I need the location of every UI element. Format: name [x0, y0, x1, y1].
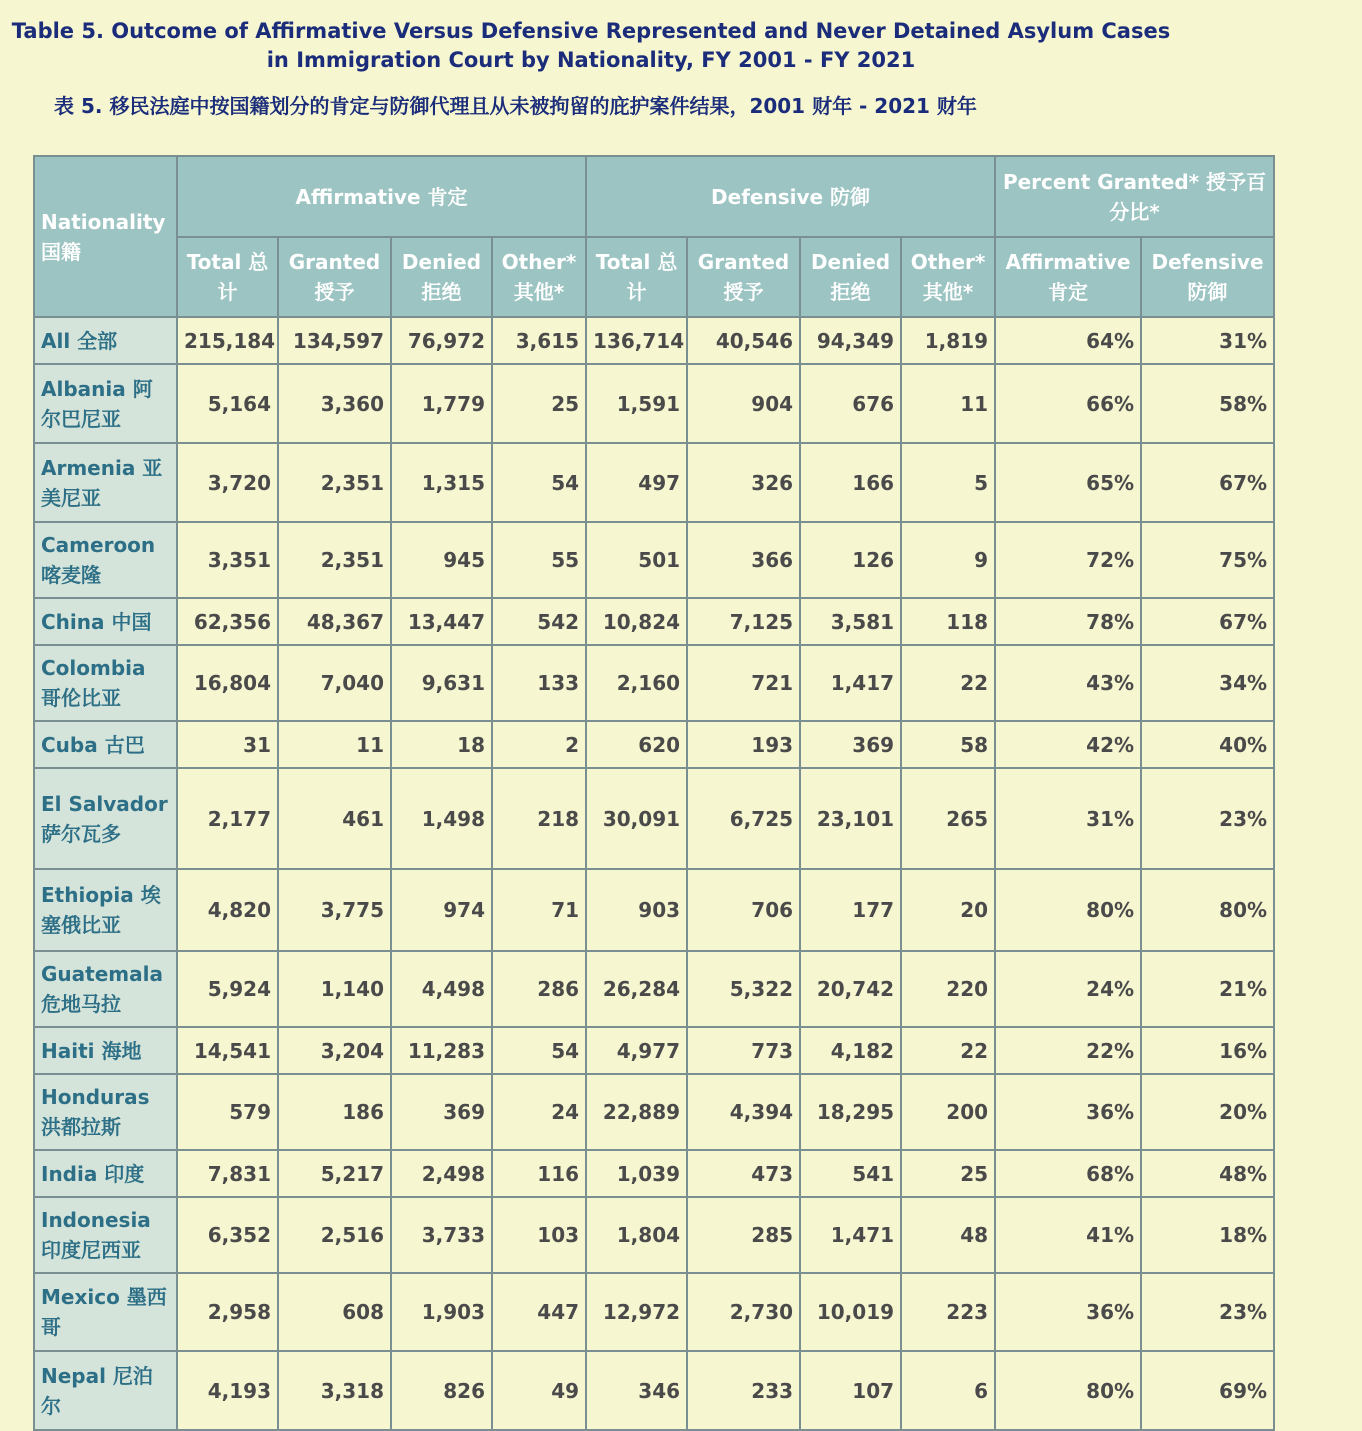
value-cell: 71: [492, 869, 586, 951]
asylum-outcomes-table: [33, 155, 1275, 1431]
country-cell: Guatemala 危地马拉: [34, 951, 177, 1027]
value-cell: 1,315: [391, 443, 492, 522]
value-cell: 49: [492, 1351, 586, 1430]
value-cell: 6: [901, 1351, 995, 1430]
value-cell: 40,546: [687, 317, 800, 364]
value-cell: 1,779: [391, 364, 492, 443]
value-cell: 2,351: [278, 443, 391, 522]
value-cell: 285: [687, 1197, 800, 1273]
value-cell: 80%: [1141, 869, 1274, 951]
value-cell: 34%: [1141, 645, 1274, 721]
value-cell: 116: [492, 1150, 586, 1197]
value-cell: 26,284: [586, 951, 687, 1027]
value-cell: 773: [687, 1027, 800, 1074]
value-cell: 3,733: [391, 1197, 492, 1273]
value-cell: 134,597: [278, 317, 391, 364]
table-row: [34, 443, 1274, 522]
value-cell: 200: [901, 1074, 995, 1150]
value-cell: 1,804: [586, 1197, 687, 1273]
column-header: Defensive 防御: [1141, 237, 1274, 317]
header-defensive-group: Defensive 防御: [586, 156, 995, 237]
column-header: Denied 拒绝: [800, 237, 901, 317]
value-cell: 20%: [1141, 1074, 1274, 1150]
value-cell: 20: [901, 869, 995, 951]
value-cell: 220: [901, 951, 995, 1027]
value-cell: 48: [901, 1197, 995, 1273]
value-cell: 67%: [1141, 598, 1274, 645]
value-cell: 23,101: [800, 768, 901, 869]
column-header: Total 总计: [177, 237, 278, 317]
value-cell: 10,019: [800, 1273, 901, 1351]
value-cell: 2,730: [687, 1273, 800, 1351]
value-cell: 66%: [995, 364, 1141, 443]
country-cell: China 中国: [34, 598, 177, 645]
value-cell: 447: [492, 1273, 586, 1351]
value-cell: 126: [800, 522, 901, 598]
value-cell: 1,498: [391, 768, 492, 869]
country-cell: Colombia 哥伦比亚: [34, 645, 177, 721]
value-cell: 22: [901, 645, 995, 721]
value-cell: 23%: [1141, 1273, 1274, 1351]
value-cell: 58%: [1141, 364, 1274, 443]
value-cell: 7,125: [687, 598, 800, 645]
table-row: [34, 317, 1274, 364]
value-cell: 42%: [995, 721, 1141, 768]
value-cell: 80%: [995, 869, 1141, 951]
table-row: [34, 522, 1274, 598]
value-cell: 10,824: [586, 598, 687, 645]
value-cell: 1,140: [278, 951, 391, 1027]
value-cell: 12,972: [586, 1273, 687, 1351]
value-cell: 18: [391, 721, 492, 768]
value-cell: 369: [391, 1074, 492, 1150]
value-cell: 48%: [1141, 1150, 1274, 1197]
value-cell: 473: [687, 1150, 800, 1197]
value-cell: 366: [687, 522, 800, 598]
value-cell: 6,725: [687, 768, 800, 869]
value-cell: 31: [177, 721, 278, 768]
country-cell: Mexico 墨西哥: [34, 1273, 177, 1351]
column-header: Granted 授予: [687, 237, 800, 317]
table-title: [0, 0, 1182, 75]
value-cell: 40%: [1141, 721, 1274, 768]
value-cell: 23%: [1141, 768, 1274, 869]
value-cell: 9: [901, 522, 995, 598]
value-cell: 11: [901, 364, 995, 443]
table-row: [34, 951, 1274, 1027]
value-cell: 118: [901, 598, 995, 645]
value-cell: 5,164: [177, 364, 278, 443]
column-header: Other* 其他*: [492, 237, 586, 317]
value-cell: 3,775: [278, 869, 391, 951]
table-row: [34, 1351, 1274, 1430]
column-header: Total 总计: [586, 237, 687, 317]
value-cell: 265: [901, 768, 995, 869]
value-cell: 4,498: [391, 951, 492, 1027]
value-cell: 24%: [995, 951, 1141, 1027]
value-cell: 22%: [995, 1027, 1141, 1074]
value-cell: 24: [492, 1074, 586, 1150]
value-cell: 3,204: [278, 1027, 391, 1074]
table-row: [34, 598, 1274, 645]
country-cell: Indonesia 印度尼西亚: [34, 1197, 177, 1273]
value-cell: 166: [800, 443, 901, 522]
value-cell: 2,498: [391, 1150, 492, 1197]
country-cell: Cameroon 喀麦隆: [34, 522, 177, 598]
value-cell: 501: [586, 522, 687, 598]
value-cell: 76,972: [391, 317, 492, 364]
value-cell: 31%: [1141, 317, 1274, 364]
header-nationality: Nationality 国籍: [34, 156, 177, 317]
value-cell: 16,804: [177, 645, 278, 721]
value-cell: 369: [800, 721, 901, 768]
value-cell: 13,447: [391, 598, 492, 645]
column-header: Granted 授予: [278, 237, 391, 317]
value-cell: 974: [391, 869, 492, 951]
value-cell: 55: [492, 522, 586, 598]
value-cell: 30,091: [586, 768, 687, 869]
value-cell: 7,831: [177, 1150, 278, 1197]
value-cell: 18%: [1141, 1197, 1274, 1273]
value-cell: 1,591: [586, 364, 687, 443]
value-cell: 1,903: [391, 1273, 492, 1351]
value-cell: 5,322: [687, 951, 800, 1027]
country-cell: Ethiopia 埃塞俄比亚: [34, 869, 177, 951]
value-cell: 326: [687, 443, 800, 522]
country-cell: Albania 阿尔巴尼亚: [34, 364, 177, 443]
value-cell: 133: [492, 645, 586, 721]
table-row: [34, 1074, 1274, 1150]
value-cell: 2,958: [177, 1273, 278, 1351]
column-header: Denied 拒绝: [391, 237, 492, 317]
value-cell: 72%: [995, 522, 1141, 598]
value-cell: 903: [586, 869, 687, 951]
value-cell: 706: [687, 869, 800, 951]
value-cell: 2,351: [278, 522, 391, 598]
value-cell: 608: [278, 1273, 391, 1351]
value-cell: 43%: [995, 645, 1141, 721]
value-cell: 18,295: [800, 1074, 901, 1150]
value-cell: 5: [901, 443, 995, 522]
value-cell: 4,193: [177, 1351, 278, 1430]
table-row: [34, 869, 1274, 951]
value-cell: 218: [492, 768, 586, 869]
value-cell: 36%: [995, 1273, 1141, 1351]
value-cell: 461: [278, 768, 391, 869]
value-cell: 9,631: [391, 645, 492, 721]
value-cell: 286: [492, 951, 586, 1027]
table-row: [34, 1273, 1274, 1351]
value-cell: 826: [391, 1351, 492, 1430]
table-body: [34, 317, 1274, 1430]
country-cell: El Salvador 萨尔瓦多: [34, 768, 177, 869]
value-cell: 22: [901, 1027, 995, 1074]
value-cell: 4,820: [177, 869, 278, 951]
value-cell: 11: [278, 721, 391, 768]
value-cell: 542: [492, 598, 586, 645]
value-cell: 215,184: [177, 317, 278, 364]
value-cell: 21%: [1141, 951, 1274, 1027]
value-cell: 4,182: [800, 1027, 901, 1074]
value-cell: 3,615: [492, 317, 586, 364]
value-cell: 3,351: [177, 522, 278, 598]
value-cell: 2,160: [586, 645, 687, 721]
value-cell: 2: [492, 721, 586, 768]
value-cell: 22,889: [586, 1074, 687, 1150]
value-cell: 5,924: [177, 951, 278, 1027]
table-row: [34, 1197, 1274, 1273]
table-row: [34, 721, 1274, 768]
value-cell: 1,819: [901, 317, 995, 364]
country-cell: Armenia 亚美尼亚: [34, 443, 177, 522]
column-header: Affirmative 肯定: [995, 237, 1141, 317]
value-cell: 904: [687, 364, 800, 443]
value-cell: 4,394: [687, 1074, 800, 1150]
country-cell: Nepal 尼泊尔: [34, 1351, 177, 1430]
value-cell: 6,352: [177, 1197, 278, 1273]
table-row: [34, 768, 1274, 869]
value-cell: 186: [278, 1074, 391, 1150]
value-cell: 54: [492, 443, 586, 522]
value-cell: 541: [800, 1150, 901, 1197]
table-row: [34, 364, 1274, 443]
value-cell: 54: [492, 1027, 586, 1074]
value-cell: 11,283: [391, 1027, 492, 1074]
country-cell: Honduras 洪都拉斯: [34, 1074, 177, 1150]
value-cell: 67%: [1141, 443, 1274, 522]
value-cell: 233: [687, 1351, 800, 1430]
value-cell: 68%: [995, 1150, 1141, 1197]
value-cell: 31%: [995, 768, 1141, 869]
value-cell: 7,040: [278, 645, 391, 721]
value-cell: 107: [800, 1351, 901, 1430]
value-cell: 579: [177, 1074, 278, 1150]
value-cell: 223: [901, 1273, 995, 1351]
value-cell: 16%: [1141, 1027, 1274, 1074]
value-cell: 2,177: [177, 768, 278, 869]
value-cell: 48,367: [278, 598, 391, 645]
value-cell: 2,516: [278, 1197, 391, 1273]
country-cell: All 全部: [34, 317, 177, 364]
value-cell: 20,742: [800, 951, 901, 1027]
table-row: [34, 1027, 1274, 1074]
value-cell: 676: [800, 364, 901, 443]
value-cell: 25: [492, 364, 586, 443]
value-cell: 497: [586, 443, 687, 522]
value-cell: 346: [586, 1351, 687, 1430]
value-cell: 75%: [1141, 522, 1274, 598]
header-percent-granted-group: Percent Granted* 授予百分比*: [995, 156, 1274, 237]
value-cell: 620: [586, 721, 687, 768]
country-cell: Cuba 古巴: [34, 721, 177, 768]
value-cell: 193: [687, 721, 800, 768]
value-cell: 103: [492, 1197, 586, 1273]
value-cell: 64%: [995, 317, 1141, 364]
value-cell: 80%: [995, 1351, 1141, 1430]
value-cell: 5,217: [278, 1150, 391, 1197]
column-header: Other* 其他*: [901, 237, 995, 317]
table-title-chinese: 表 5. 移民法庭中按国籍划分的肯定与防御代理且从未被拘留的庇护案件结果，2001 财年 - 2021 财年: [54, 94, 977, 118]
value-cell: 3,318: [278, 1351, 391, 1430]
value-cell: 65%: [995, 443, 1141, 522]
value-cell: 3,581: [800, 598, 901, 645]
country-cell: India 印度: [34, 1150, 177, 1197]
table-row: [34, 1150, 1274, 1197]
header-affirmative-group: Affirmative 肯定: [177, 156, 586, 237]
value-cell: 3,720: [177, 443, 278, 522]
value-cell: 62,356: [177, 598, 278, 645]
value-cell: 721: [687, 645, 800, 721]
value-cell: 36%: [995, 1074, 1141, 1150]
value-cell: 94,349: [800, 317, 901, 364]
value-cell: 1,417: [800, 645, 901, 721]
value-cell: 136,714: [586, 317, 687, 364]
table-row: [34, 645, 1274, 721]
value-cell: 41%: [995, 1197, 1141, 1273]
value-cell: 3,360: [278, 364, 391, 443]
table-title-english: Table 5. Outcome of Affirmative Versus Defensive Represented and Never Detained Asylum Cases in Immigration Court by Nationality, FY 2001 - FY 2021: [11, 19, 1171, 72]
country-cell: Haiti 海地: [34, 1027, 177, 1074]
value-cell: 58: [901, 721, 995, 768]
value-cell: 78%: [995, 598, 1141, 645]
value-cell: 69%: [1141, 1351, 1274, 1430]
value-cell: 945: [391, 522, 492, 598]
value-cell: 4,977: [586, 1027, 687, 1074]
value-cell: 1,039: [586, 1150, 687, 1197]
value-cell: 25: [901, 1150, 995, 1197]
value-cell: 177: [800, 869, 901, 951]
value-cell: 14,541: [177, 1027, 278, 1074]
value-cell: 1,471: [800, 1197, 901, 1273]
